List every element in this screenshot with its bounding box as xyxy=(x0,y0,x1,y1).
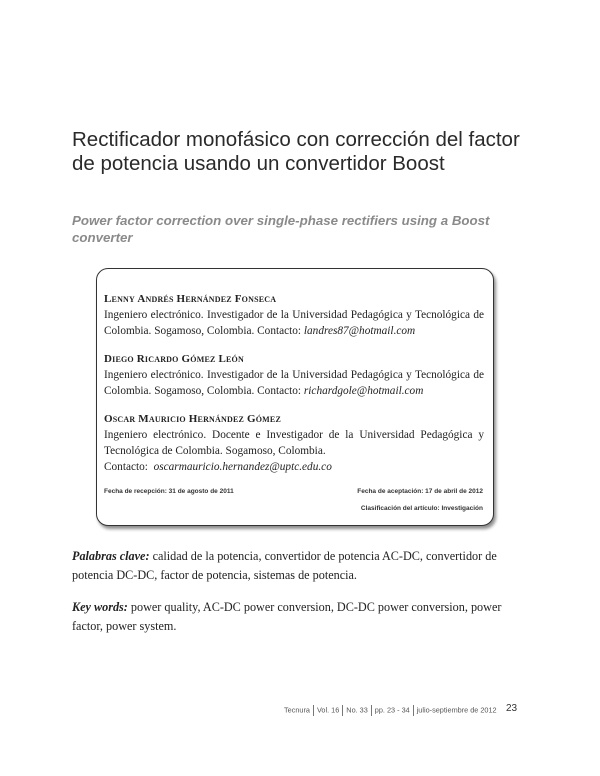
journal-name: Tecnura xyxy=(284,705,310,715)
contact-label: Contacto: xyxy=(104,461,148,473)
keywords-text: calidad de la potencia, convertidor de potencia AC-DC, convertidor de potencia DC-DC, factor de potencia, sistemas de potencia. xyxy=(72,549,497,582)
page-footer xyxy=(284,705,497,716)
author-name: Diego Ricardo Gómez León xyxy=(104,353,244,365)
page-range: pp. 23 - 34 xyxy=(374,705,410,715)
author-email[interactable]: richardgole@hotmail.com xyxy=(303,385,424,397)
author-email[interactable]: landres87@hotmail.com xyxy=(303,325,416,337)
author-bio: Ingeniero electrónico. Investigador de la Universidad Pedagógica y Tecnológica de Colombia. Sogamoso, Colombia. Contacto: xyxy=(104,369,484,397)
divider xyxy=(371,705,372,716)
page-number: 23 xyxy=(506,703,518,714)
article-subtitle-english: Power factor correction over single-phase rectifiers using a Boost converter xyxy=(72,213,490,245)
divider xyxy=(313,705,314,716)
author-entry xyxy=(104,411,484,475)
period: julio-septiembre de 2012 xyxy=(416,705,497,715)
author-email[interactable]: oscarmauricio.hernandez@uptc.edu.co xyxy=(153,461,332,473)
issue-number: No. 33 xyxy=(346,705,368,715)
keywords-text: power quality, AC-DC power conversion, DC-DC power conversion, power factor, power system. xyxy=(72,600,502,633)
keywords-label: Palabras clave: xyxy=(72,549,150,563)
accepted-date: Fecha de aceptación: 17 de abril de 2012 xyxy=(357,488,483,495)
article-classification: Clasificación del artículo: Investigación xyxy=(360,505,483,512)
author-bio: Ingeniero electrónico. Investigador de la Universidad Pedagógica y Tecnológica de Colombia. Sogamoso, Colombia. Contacto: xyxy=(104,309,484,337)
keywords-english xyxy=(72,598,530,636)
divider xyxy=(413,705,414,716)
received-date: Fecha de recepción: 31 de agosto de 2011 xyxy=(104,488,234,495)
author-name: Lenny Andrés Hernández Fonseca xyxy=(104,293,277,305)
article-title: Rectificador monofásico con corrección del factor de potencia usando un convertidor Boost xyxy=(72,128,520,175)
author-name: Oscar Mauricio Hernández Gómez xyxy=(104,413,281,425)
keywords-label: Key words: xyxy=(72,600,128,614)
author-entry xyxy=(104,351,484,399)
author-entry xyxy=(104,291,484,339)
divider xyxy=(342,705,343,716)
keywords-spanish xyxy=(72,547,530,585)
volume: Vol. 16 xyxy=(316,705,340,715)
author-bio: Ingeniero electrónico. Docente e Investigador de la Universidad Pedagógica y Tecnológica de Colombia. Sogamoso, Colombia. xyxy=(104,429,484,457)
